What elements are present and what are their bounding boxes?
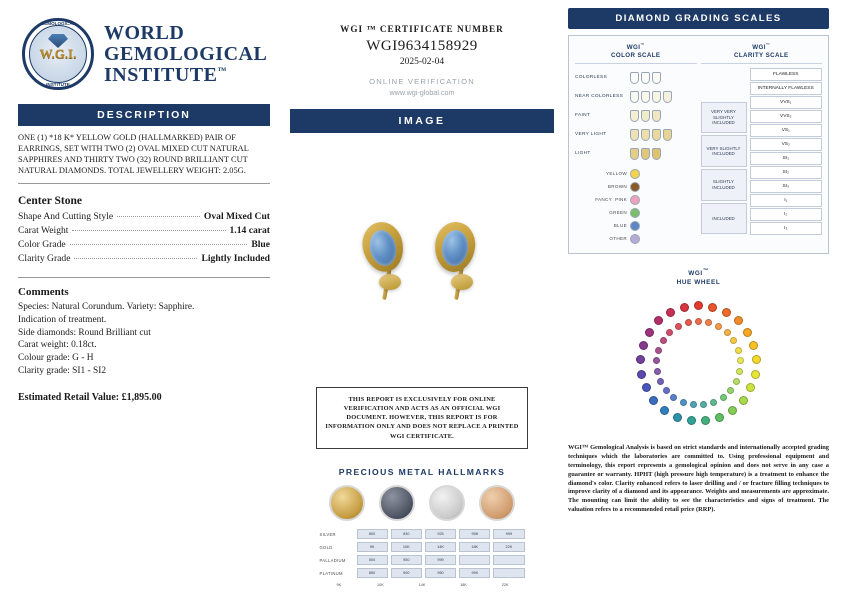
comments-title: Comments [18, 286, 69, 299]
comments-line: Clarity grade: SI1 - SI2 [18, 365, 107, 376]
row-value: Blue [251, 239, 270, 251]
table-row [18, 239, 270, 250]
color-grade-label: NEAR COLORLESS [575, 94, 624, 100]
table-row [18, 211, 270, 222]
row-key: Shape And Cutting Style [18, 211, 114, 223]
color-grade-label: FAINT [575, 113, 591, 119]
clarity-cell: SI₂ [750, 166, 823, 179]
hue-dot [675, 323, 682, 330]
hue-dot [715, 413, 724, 422]
color-chips [630, 110, 661, 122]
hue-dot [685, 319, 692, 326]
fancy-color-name: PINK [615, 197, 627, 203]
estimated-retail-value: Estimated Retail Value: £1,895.00 [18, 391, 162, 403]
row-value: Lightly Included [201, 253, 270, 265]
hue-dot [680, 399, 687, 406]
brand-tm: ™ [217, 64, 227, 75]
row-dots [72, 230, 225, 231]
hue-dot [708, 303, 717, 312]
hue-dot [700, 401, 707, 408]
center-stone-title: Center Stone [18, 195, 82, 208]
certificate-date: 2025-02-04 [399, 57, 445, 67]
fancy-color-row [575, 193, 697, 206]
hallmark-row [320, 555, 525, 565]
comments-line: Side diamonds: Round Brilliant cut [18, 327, 151, 338]
clarity-groups [701, 68, 747, 236]
clarity-grid [701, 68, 823, 236]
hallmarks-title: PRECIOUS METAL HALLMARKS [338, 467, 506, 477]
hallmark-cell: 925 [425, 529, 456, 539]
hallmark-cell: 950 [391, 555, 422, 565]
fancy-color-label: OTHER [609, 236, 627, 242]
report-disclaimer: THIS REPORT IS EXCLUSIVELY FOR ONLINE VERIFICATION AND ACTS AS AN OFFICIAL WGI DOCUMENT. HOWEVER, THIS REPORT IS FOR INFORMATION ONLY AND DOES NOT REPLACE A PRINTED WGI CERTIFICATE. [316, 387, 528, 449]
hallmark-row-label: PALLADIUM [319, 557, 346, 563]
hue-dot [673, 413, 682, 422]
divider [18, 277, 270, 278]
row-key: Clarity Grade [18, 253, 71, 265]
color-scale-row [575, 68, 697, 87]
fancy-color-chip [630, 234, 640, 244]
hallmark-cell: 999 [425, 555, 456, 565]
right-column [562, 0, 841, 595]
brand-line-3-text: INSTITUTE [104, 63, 218, 86]
fancy-group-label: FANCY [595, 197, 612, 203]
description-bar: DESCRIPTION [18, 104, 270, 126]
hue-dot [655, 347, 662, 354]
hallmark-cell: 500 [357, 555, 388, 565]
hue-dot [649, 396, 658, 405]
clarity-cell: I₁ [750, 194, 823, 207]
hue-dot [654, 316, 663, 325]
fancy-color-chip [630, 182, 640, 192]
center-column [282, 0, 562, 595]
hallmark-metal-swatches [329, 485, 515, 521]
hue-dot [705, 319, 712, 326]
hallmark-cell: 22K [493, 542, 524, 552]
hue-dot [751, 370, 760, 379]
hue-dot [724, 329, 731, 336]
hue-dot [730, 337, 737, 344]
hallmark-cell: 830 [391, 529, 422, 539]
clarity-scale [701, 42, 823, 245]
row-dots [70, 244, 248, 245]
hue-wheel-title: WGI™ HUE WHEEL [676, 268, 721, 287]
karat-tick: 9K [336, 583, 342, 587]
hue-dot [720, 394, 727, 401]
hue-dot [690, 401, 697, 408]
hue-dot [701, 416, 710, 425]
hue-dot [637, 370, 646, 379]
karat-tick: 14K [418, 583, 426, 587]
brand-line-1: WORLD [104, 21, 185, 44]
hue-dot [654, 368, 661, 375]
fancy-color-label: YELLOW [606, 171, 627, 177]
hallmark-cell: 958 [459, 529, 490, 539]
hue-dot [670, 394, 677, 401]
row-value: 1.14 carat [229, 225, 270, 237]
hue-dot [663, 387, 670, 394]
hue-dot [733, 378, 740, 385]
table-row [18, 253, 270, 264]
fancy-color-row [575, 206, 697, 219]
comments-line: Carat weight: 0.18ct. [18, 340, 97, 351]
rose-gold-swatch-icon [479, 485, 515, 521]
clarity-group-label: INCLUDED [701, 203, 747, 235]
earring-left-icon [355, 214, 417, 318]
hallmark-cell [493, 555, 524, 565]
clarity-cell: FLAWLESS [750, 68, 823, 81]
hue-dot [736, 368, 743, 375]
hue-dot [710, 399, 717, 406]
hue-dot [749, 341, 758, 350]
grading-scales-box [568, 35, 829, 254]
color-chips [630, 129, 672, 141]
row-dots [74, 258, 197, 259]
hue-dot [722, 308, 731, 317]
hallmark-row [320, 529, 525, 539]
image-bar: IMAGE [290, 109, 554, 133]
clarity-cells [750, 68, 823, 236]
hallmark-cell: 999 [459, 568, 490, 578]
color-grade-label: VERY LIGHT [575, 132, 607, 138]
hallmark-cell: 18K [459, 542, 490, 552]
hue-dot [743, 328, 752, 337]
fancy-color-label: BLUE [613, 223, 627, 229]
fancy-color-row [575, 180, 697, 193]
hallmark-cell: 850 [357, 568, 388, 578]
hue-dot [752, 355, 761, 364]
wgi-logo [22, 18, 270, 90]
hallmark-row [320, 542, 525, 552]
hue-dot [727, 387, 734, 394]
hue-dot [666, 329, 673, 336]
fancy-color-chip [630, 169, 640, 179]
hallmark-row-label: GOLD [319, 544, 333, 550]
fancy-color-chip [630, 195, 640, 205]
fancy-color-label: BROWN [607, 184, 627, 190]
hue-dot [660, 406, 669, 415]
color-scale-row [575, 87, 697, 106]
hue-dot [739, 396, 748, 405]
color-scale-row [575, 106, 697, 125]
fancy-color-chip [630, 221, 640, 231]
hue-dot [636, 355, 645, 364]
brand-line-2: GEMOLOGICAL [104, 42, 268, 65]
seal-top-text: GEMOLOGICAL [40, 21, 76, 26]
jewellery-photo [290, 151, 554, 381]
color-grade-label: COLORLESS [575, 75, 608, 81]
karat-tick: 22K [501, 583, 509, 587]
karat-tick: 18K [460, 583, 467, 587]
hallmark-cell: 800 [357, 529, 388, 539]
description-text: ONE (1) *18 K* YELLOW GOLD (HALLMARKED) PAIR OF EARRINGS, SET WITH TWO (2) OVAL MIXED CUT NATURAL SAPPHIRES AND THIRTY TWO (32) ROUND BRILLIANT CUT NATURAL DIAMONDS. TOTAL JEWELLERY WEIGHT: 2.05G. [18, 132, 270, 184]
analysis-note: WGI™ Gemological Analysis is based on strict standards and internationally accepted grading techniques which the laboratories are committed to. Using professional equipment and terminology, this report represents a gemological opinion and does not serve in any case a guarantee or warranty. HPHT (high pressure high temperature) is a treatment to enhance the diamond's color. Clarity enhanced refers to laser drilling and / or fracture filling techniques to improve clarity of a diamond and its appearance. Weights and measurements are approximate. The mounting can limit the ability to see the characteristics and signs of treatment. The valuation refers to a recommended retail price (RRP). [568, 444, 829, 514]
fancy-color-chip [630, 208, 640, 218]
brand-line-3 [104, 65, 267, 86]
gold-swatch-icon [329, 485, 365, 521]
color-chips [630, 91, 672, 103]
color-grade-label: LIGHT [575, 151, 591, 157]
row-dots [117, 216, 200, 217]
fancy-color-row [575, 219, 697, 232]
hallmark-row-label: PLATINUM [319, 570, 343, 576]
clarity-cell: I₃ [750, 222, 823, 235]
hue-dot [666, 308, 675, 317]
hue-dot [687, 416, 696, 425]
comments-line: Indication of treatment. [18, 315, 107, 326]
color-scale-row [575, 144, 697, 163]
seal-bottom-text: INSTITUTE [46, 82, 70, 87]
hue-dot [680, 303, 689, 312]
comments-line: Colour grade: G - H [18, 353, 94, 364]
color-scale-row [575, 125, 697, 144]
fancy-color-label [575, 197, 627, 202]
hallmark-cell: 900 [391, 568, 422, 578]
earring-right-icon [427, 214, 489, 318]
color-scale-header: WGI™ COLOR SCALE [575, 42, 697, 64]
hallmark-row [320, 568, 525, 578]
clarity-cell: INTERNALLY FLAWLESS [750, 82, 823, 95]
hue-dot [642, 383, 651, 392]
hue-dot [695, 318, 702, 325]
hallmark-grid [320, 529, 525, 581]
wgi-seal-icon [22, 18, 94, 90]
clarity-scale-header: WGI™ CLARITY SCALE [701, 42, 823, 64]
hallmark-cell: 14K [425, 542, 456, 552]
color-scale [575, 42, 697, 245]
hallmark-cell: 950 [425, 568, 456, 578]
hue-dot [728, 406, 737, 415]
left-column [0, 0, 282, 595]
color-chips [630, 72, 661, 84]
clarity-cell: I₂ [750, 208, 823, 221]
hue-dot [715, 323, 722, 330]
hue-dot [735, 347, 742, 354]
hue-dot [645, 328, 654, 337]
hue-wheel [624, 294, 774, 432]
clarity-cell: VVS₁ [750, 96, 823, 109]
certificate-number: WGI9634158929 [366, 38, 478, 54]
clarity-cell: VS₁ [750, 124, 823, 137]
fancy-color-row [575, 167, 697, 180]
hallmark-cell: 10K [391, 542, 422, 552]
hallmark-cell [493, 568, 524, 578]
row-key: Color Grade [18, 239, 66, 251]
hue-dot [734, 316, 743, 325]
grading-scales-title: DIAMOND GRADING SCALES [568, 8, 829, 29]
color-chips [630, 148, 661, 160]
clarity-cell: VS₂ [750, 138, 823, 151]
clarity-cell: SI₃ [750, 180, 823, 193]
clarity-group-label: VERY VERY SLIGHTLY INCLUDED [701, 102, 747, 134]
hue-dot [657, 378, 664, 385]
clarity-group-label: SLIGHTLY INCLUDED [701, 169, 747, 201]
seal-core-text: W.G.I. [39, 46, 77, 61]
table-row [18, 225, 270, 236]
hue-dot [660, 337, 667, 344]
hue-dot [653, 357, 660, 364]
clarity-group-label: VERY SLIGHTLY INCLUDED [701, 135, 747, 167]
hallmark-karat-scale [320, 583, 525, 587]
comments-line: Species: Natural Corundum. Variety: Sapphire. [18, 302, 195, 313]
row-value: Oval Mixed Cut [203, 211, 270, 223]
row-key: Carat Weight [18, 225, 69, 237]
online-verification-label: ONLINE VERIFICATION [369, 77, 475, 86]
hue-dot [694, 301, 703, 310]
brand-name [104, 23, 267, 86]
hue-dot [746, 383, 755, 392]
hue-dot [639, 341, 648, 350]
hue-dot [737, 357, 744, 364]
center-stone-table [18, 211, 270, 267]
online-verification-url[interactable]: www.wgi-global.com [389, 88, 455, 97]
hallmark-cell: 9K [357, 542, 388, 552]
certificate-number-label: WGI ™ CERTIFICATE NUMBER [340, 24, 504, 34]
hallmark-row-label: SILVER [319, 531, 336, 537]
clarity-cell: SI₁ [750, 152, 823, 165]
fancy-color-row [575, 232, 697, 245]
clarity-cell: VVS₂ [750, 110, 823, 123]
silver-swatch-icon [429, 485, 465, 521]
karat-tick: 10K [377, 583, 384, 587]
hallmark-cell: 999 [493, 529, 524, 539]
fancy-color-label: GREEN [609, 210, 627, 216]
hallmark-cell [459, 555, 490, 565]
platinum-swatch-icon [379, 485, 415, 521]
